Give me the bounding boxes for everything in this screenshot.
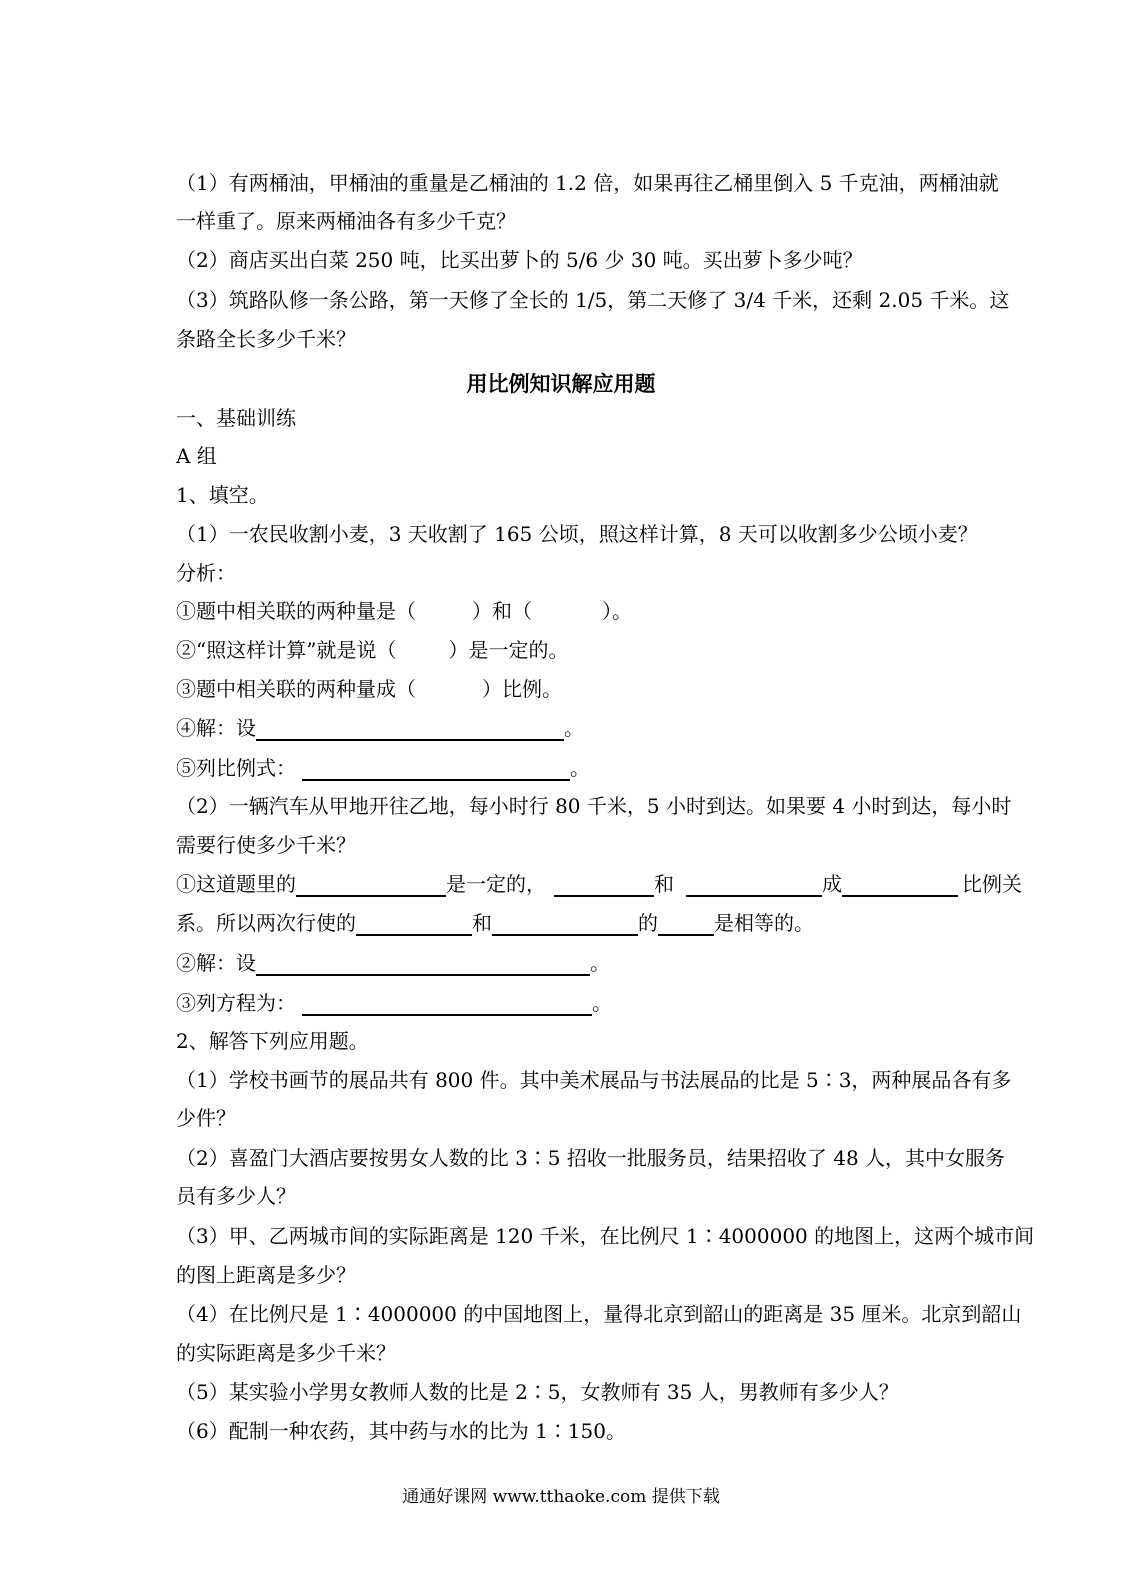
analysis-item-4 bbox=[176, 715, 584, 741]
answer-blank[interactable] bbox=[658, 914, 714, 936]
analysis-b-item-3-end: 。 bbox=[592, 991, 612, 1015]
answer-blank[interactable] bbox=[554, 875, 654, 897]
answer-blank[interactable] bbox=[256, 719, 564, 741]
analysis-label: 分析： bbox=[176, 561, 236, 585]
analysis-b-item-1-part-d: 成 bbox=[822, 872, 842, 896]
analysis-b-item-3-label: ③列方程为： bbox=[176, 991, 296, 1015]
question-2-6: （6）配制一种农药，其中药与水的比为 1∶150。 bbox=[176, 1419, 626, 1443]
problem-3-line-1: （3）筑路队修一条公路，第一天修了全长的 1/5，第二天修了 3/4 千米，还剩 2.05 千米。这 bbox=[176, 288, 1010, 312]
answer-blank[interactable] bbox=[842, 875, 958, 897]
problem-1-line-2: 一样重了。原来两桶油各有多少千克？ bbox=[176, 209, 516, 233]
answer-blank[interactable] bbox=[492, 914, 638, 936]
answer-blank[interactable] bbox=[302, 994, 592, 1016]
analysis-b-item-1-cont-part-d: 是相等的。 bbox=[714, 911, 814, 935]
question-2-heading: 2、解答下列应用题。 bbox=[176, 1029, 369, 1053]
question-1-2-line-1: （2）一辆汽车从甲地开往乙地，每小时行 80 千米，5 小时到达。如果要 4 小时到达，每小时 bbox=[176, 794, 1012, 818]
question-1-heading: 1、填空。 bbox=[176, 483, 269, 507]
analysis-item-5 bbox=[176, 755, 590, 781]
analysis-b-item-1-part-e: 比例关 bbox=[962, 872, 1022, 896]
analysis-item-1-part-a: ①题中相关联的两种量是（ bbox=[176, 599, 416, 623]
analysis-b-item-1-part-c: 和 bbox=[654, 872, 674, 896]
analysis-b-item-2-label: ②解：设 bbox=[176, 951, 256, 975]
analysis-b-item-1-cont-part-b: 和 bbox=[472, 911, 492, 935]
analysis-b-item-1-cont-part-a: 系。所以两次行使的 bbox=[176, 911, 356, 935]
question-2-2-line-2: 员有多少人？ bbox=[176, 1184, 296, 1208]
question-2-4-line-2: 的实际距离是多少千米？ bbox=[176, 1341, 396, 1365]
analysis-b-item-1 bbox=[176, 871, 1022, 897]
analysis-item-2 bbox=[176, 637, 568, 663]
answer-blank[interactable] bbox=[296, 875, 446, 897]
analysis-item-3-part-b: ）比例。 bbox=[482, 677, 562, 701]
analysis-b-item-2-end: 。 bbox=[590, 951, 610, 975]
analysis-item-5-label: ⑤列比例式： bbox=[176, 756, 296, 780]
group-heading: A 组 bbox=[176, 444, 217, 468]
answer-blank[interactable] bbox=[302, 759, 570, 781]
question-2-3-line-2: 的图上距离是多少？ bbox=[176, 1263, 356, 1287]
problem-3-line-2: 条路全长多少千米？ bbox=[176, 327, 356, 351]
question-2-3-line-1: （3）甲、乙两城市间的实际距离是 120 千米，在比例尺 1∶4000000 的地图上，这两个城市间 bbox=[176, 1224, 1035, 1248]
analysis-item-1-part-c: ）。 bbox=[602, 599, 632, 623]
question-2-1-line-2: 少件？ bbox=[176, 1106, 236, 1130]
section-title: 用比例知识解应用题 bbox=[466, 371, 656, 396]
answer-blank[interactable] bbox=[686, 875, 822, 897]
question-2-1-line-1: （1）学校书画节的展品共有 800 件。其中美术展品与书法展品的比是 5∶3，两种展品各有多 bbox=[176, 1068, 1012, 1092]
analysis-item-5-end: 。 bbox=[570, 756, 590, 780]
question-2-4-line-1: （4）在比例尺是 1∶4000000 的中国地图上，量得北京到韶山的距离是 35 厘米。北京到韶山 bbox=[176, 1302, 1022, 1326]
analysis-b-item-1-part-a: ①这道题里的 bbox=[176, 872, 296, 896]
problem-2: （2）商店买出白菜 250 吨，比买出萝卜的 5/6 少 30 吨。买出萝卜多少吨？ bbox=[176, 248, 863, 272]
question-1-1: （1）一农民收割小麦，3 天收割了 165 公顷，照这样计算，8 天可以收割多少公顷小麦？ bbox=[176, 522, 978, 546]
question-2-5: （5）某实验小学男女教师人数的比是 2∶5，女教师有 35 人，男教师有多少人？ bbox=[176, 1380, 899, 1404]
footer-text: 通通好课网 www.tthaoke.com 提供下载 bbox=[402, 1487, 720, 1507]
problem-1-line-1: （1）有两桶油，甲桶油的重量是乙桶油的 1.2 倍，如果再往乙桶里倒入 5 千克油，两桶油就 bbox=[176, 171, 999, 195]
section-heading: 一、基础训练 bbox=[176, 406, 296, 430]
analysis-item-1 bbox=[176, 598, 632, 624]
analysis-item-2-part-a: ②“照这样计算”就是说（ bbox=[176, 638, 397, 662]
analysis-item-4-label: ④解：设 bbox=[176, 716, 256, 740]
analysis-b-item-2 bbox=[176, 950, 610, 976]
question-1-2-line-2: 需要行使多少千米？ bbox=[176, 833, 356, 857]
analysis-item-4-end: 。 bbox=[564, 716, 584, 740]
analysis-b-item-3 bbox=[176, 990, 612, 1016]
analysis-item-3 bbox=[176, 676, 562, 702]
question-2-2-line-1: （2）喜盈门大酒店要按男女人数的比 3∶5 招收一批服务员，结果招收了 48 人，其中女服务 bbox=[176, 1146, 1006, 1170]
answer-blank[interactable] bbox=[256, 954, 590, 976]
analysis-item-3-part-a: ③题中相关联的两种量成（ bbox=[176, 677, 416, 701]
analysis-b-item-1-part-b: 是一定的， bbox=[446, 872, 546, 896]
analysis-item-2-part-b: ）是一定的。 bbox=[448, 638, 569, 662]
analysis-b-item-1-cont bbox=[176, 910, 814, 936]
answer-blank[interactable] bbox=[356, 914, 472, 936]
analysis-item-1-part-b: ）和（ bbox=[472, 599, 532, 623]
analysis-b-item-1-cont-part-c: 的 bbox=[638, 911, 658, 935]
